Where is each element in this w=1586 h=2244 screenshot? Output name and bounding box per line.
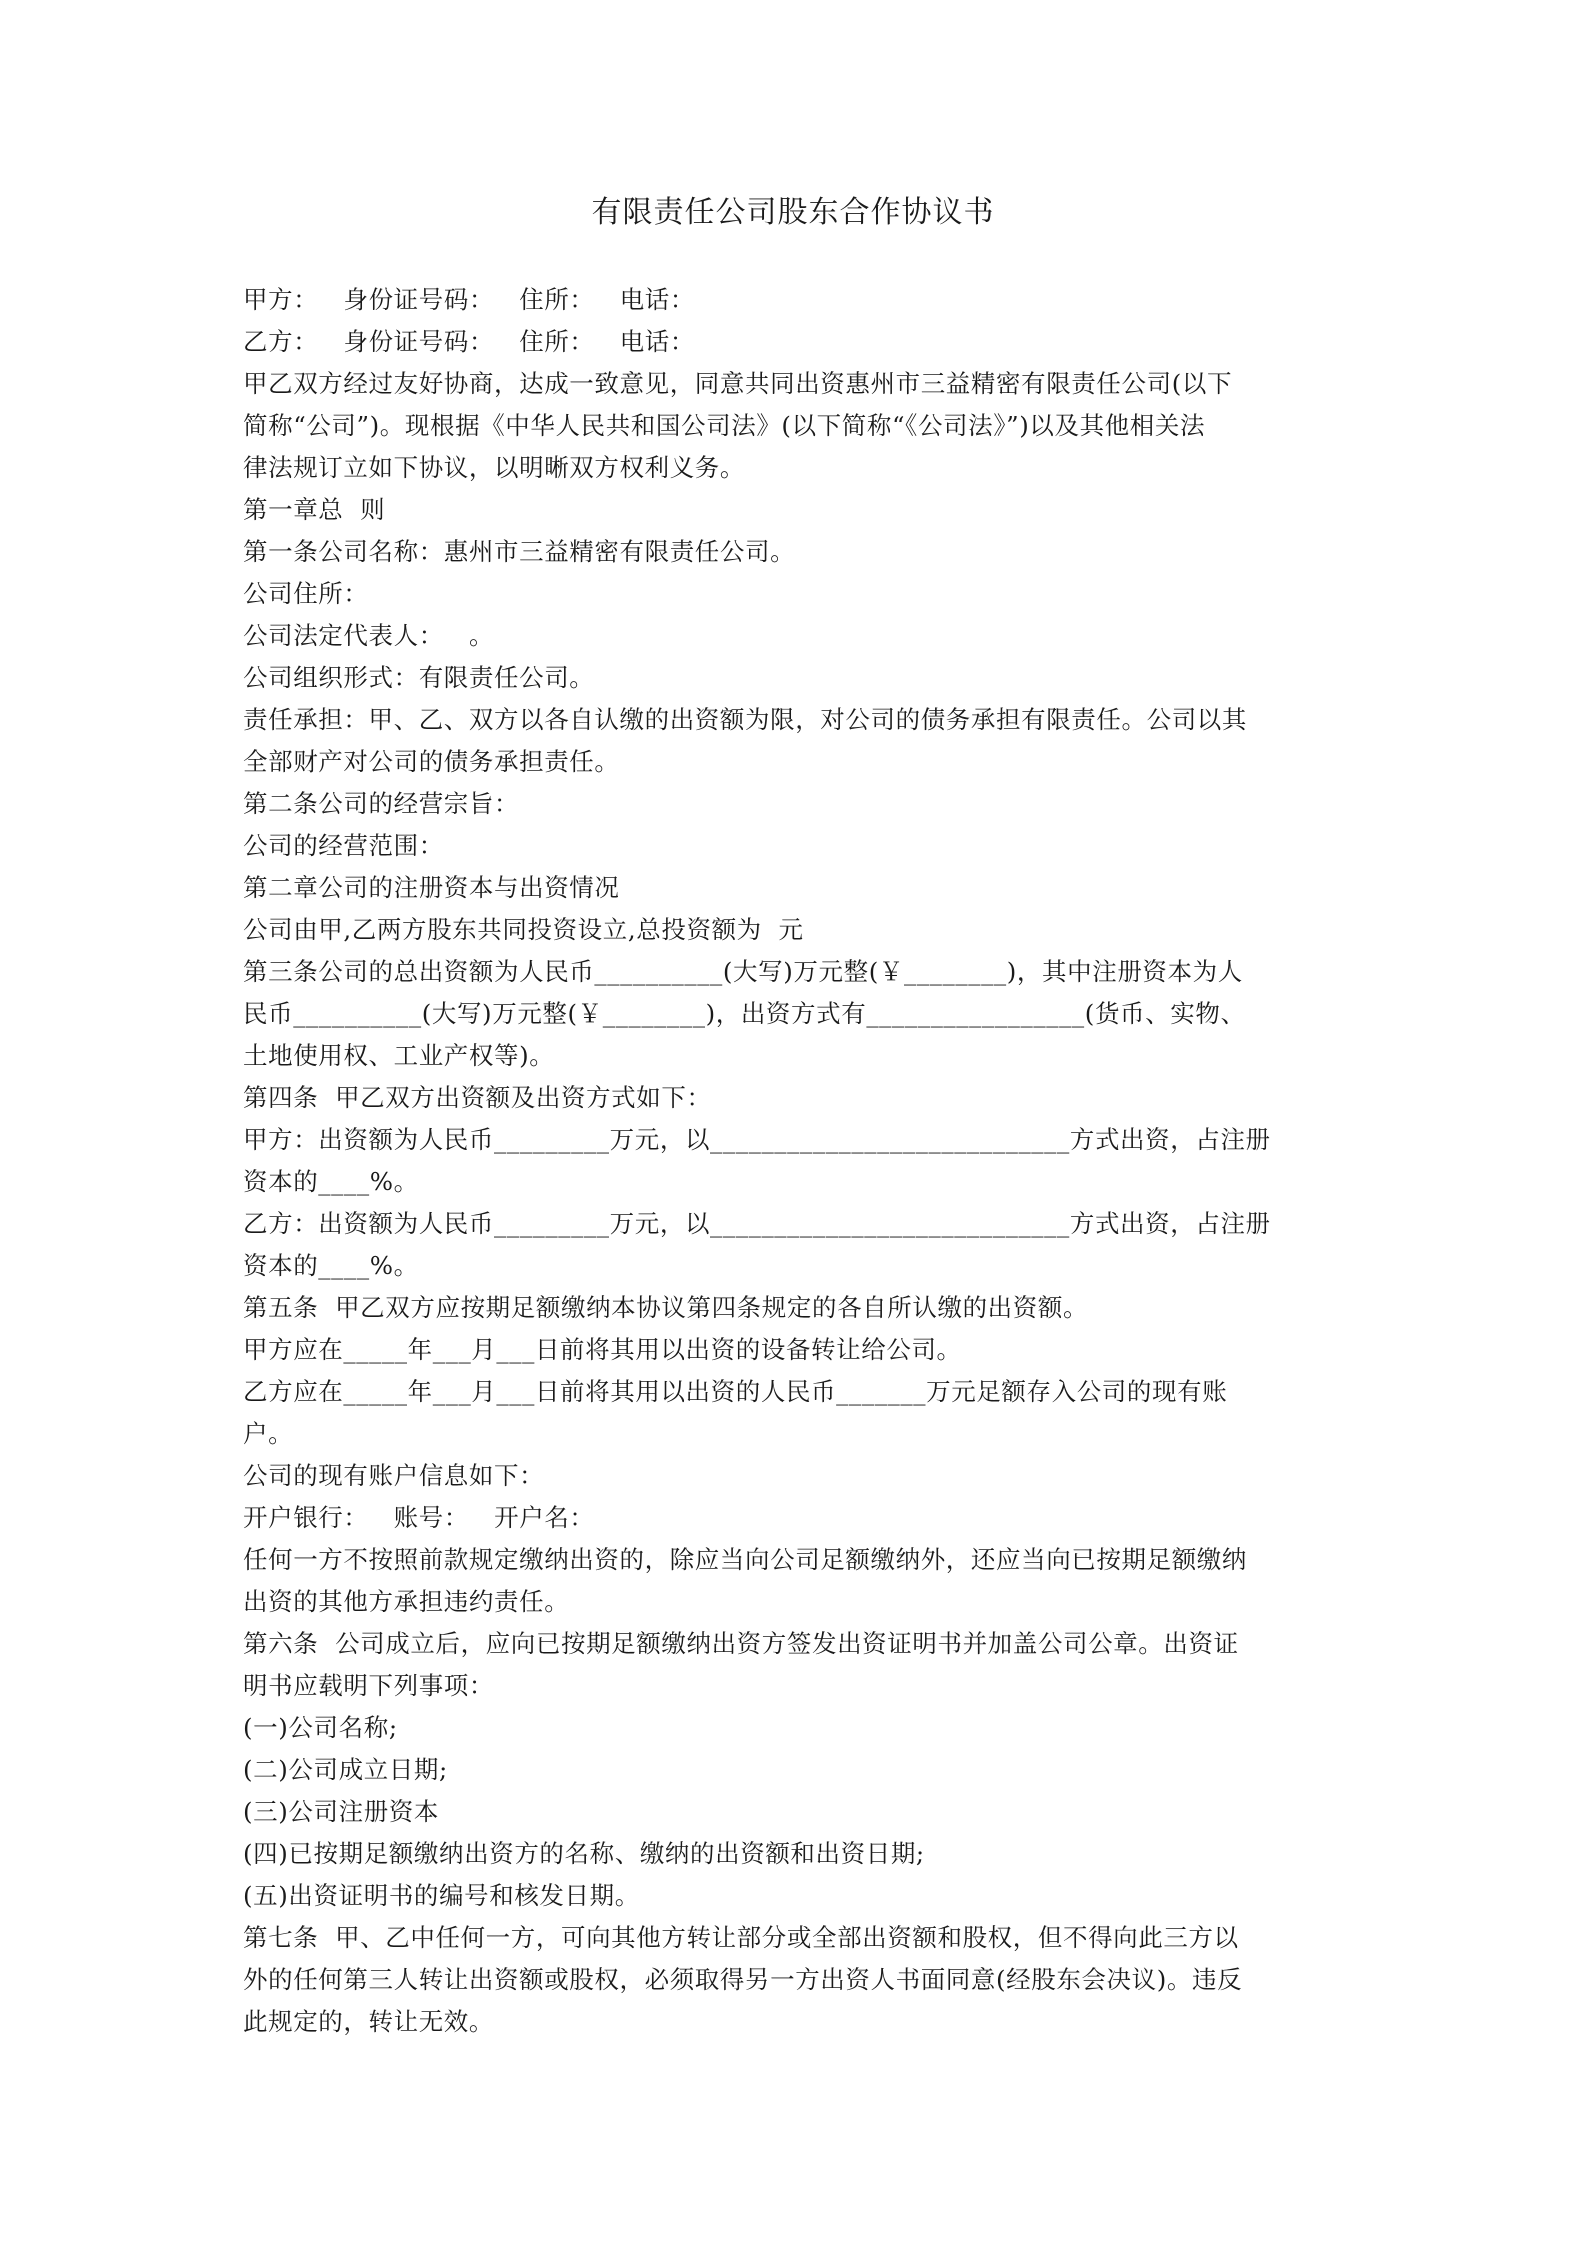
text-line: (四)已按期足额缴纳出资方的名称、缴纳的出资额和出资日期;	[243, 1839, 925, 1868]
text-line: 公司组织形式：有限责任公司。	[243, 663, 595, 692]
text-line: 第五条 甲乙双方应按期足额缴纳本协议第四条规定的各自所认缴的出资额。	[243, 1293, 1089, 1322]
text-line: 第一章总 则	[243, 495, 386, 524]
text-line: 甲方应在_____年___月___日前将其用以出资的设备转让给公司。	[243, 1335, 962, 1364]
text-line: 公司住所：	[243, 579, 369, 608]
text-line: 第二条公司的经营宗旨：	[243, 789, 520, 818]
text-line: 甲方： 身份证号码： 住所： 电话：	[243, 285, 695, 314]
text-line: 明书应载明下列事项：	[243, 1671, 494, 1700]
text-line: 公司由甲,乙两方股东共同投资设立,总投资额为 元	[243, 915, 804, 944]
text-line: 简称“公司”)。现根据《中华人民共和国公司法》(以下简称“《公司法》”)以及其他相关法	[243, 411, 1206, 440]
text-line: 任何一方不按照前款规定缴纳出资的，除应当向公司足额缴纳外，还应当向已按期足额缴纳	[243, 1545, 1247, 1574]
text-line: 第一条公司名称：惠州市三益精密有限责任公司。	[243, 537, 796, 566]
text-line: 第七条 甲、乙中任何一方，可向其他方转让部分或全部出资额和股权，但不得向此三方以	[243, 1923, 1239, 1952]
text-line: 责任承担：甲、乙、双方以各自认缴的出资额为限，对公司的债务承担有限责任。公司以其	[243, 705, 1247, 734]
text-line: 公司法定代表人： 。	[243, 621, 495, 650]
text-line: 全部财产对公司的债务承担责任。	[243, 747, 620, 776]
text-line: 乙方应在_____年___月___日前将其用以出资的人民币_______万元足额存入公司的现有账	[243, 1377, 1228, 1406]
text-line: 乙方： 身份证号码： 住所： 电话：	[243, 327, 695, 356]
text-line: 开户银行： 账号： 开户名：	[243, 1503, 595, 1532]
text-line: 户。	[243, 1419, 294, 1448]
text-line: 土地使用权、工业产权等)。	[243, 1041, 555, 1070]
text-line: 出资的其他方承担违约责任。	[243, 1587, 570, 1616]
text-line: 资本的____%。	[243, 1251, 419, 1280]
text-line: 公司的经营范围：	[243, 831, 444, 860]
text-line: (一)公司名称;	[243, 1713, 398, 1742]
text-line: 第二章公司的注册资本与出资情况	[243, 873, 620, 902]
text-line: 甲乙双方经过友好协商，达成一致意见，同意共同出资惠州市三益精密有限责任公司(以下	[243, 369, 1233, 398]
document-title: 有限责任公司股东合作协议书	[591, 195, 995, 230]
text-line: 律法规订立如下协议，以明晰双方权利义务。	[243, 453, 745, 482]
text-line: 乙方：出资额为人民币_________万元，以____________________________方式出资，占注册	[243, 1209, 1271, 1238]
text-line: (三)公司注册资本	[243, 1797, 440, 1826]
text-line: 外的任何第三人转让出资额或股权，必须取得另一方出资人书面同意(经股东会决议)。违反	[243, 1965, 1243, 1994]
text-line: (二)公司成立日期;	[243, 1755, 448, 1784]
text-line: 公司的现有账户信息如下：	[243, 1461, 545, 1490]
text-line: 第四条 甲乙双方出资额及出资方式如下：	[243, 1083, 712, 1112]
text-line: 资本的____%。	[243, 1167, 419, 1196]
text-line: 民币__________(大写)万元整(￥________)，出资方式有_________________(货币、实物、	[243, 999, 1246, 1028]
text-line: 甲方：出资额为人民币_________万元，以____________________________方式出资，占注册	[243, 1125, 1271, 1154]
text-line: 此规定的，转让无效。	[243, 2007, 494, 2036]
text-line: (五)出资证明书的编号和核发日期。	[243, 1881, 640, 1910]
text-line: 第三条公司的总出资额为人民币__________(大写)万元整(￥________)，其中注册资本为人	[243, 957, 1243, 986]
text-line: 第六条 公司成立后，应向已按期足额缴纳出资方签发出资证明书并加盖公司公章。出资证	[243, 1629, 1239, 1658]
